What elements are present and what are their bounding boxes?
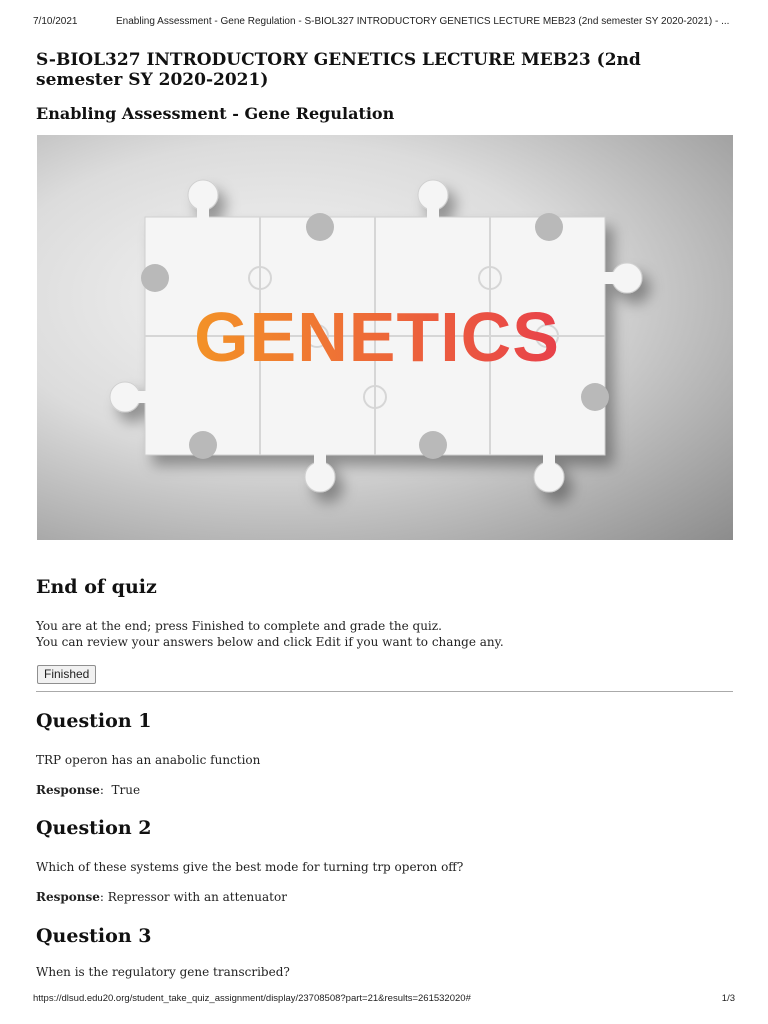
response-label: Response: [36, 783, 100, 797]
question-1-heading: Question 1: [36, 710, 152, 732]
question-3-heading: Question 3: [36, 925, 152, 947]
question-2-text: Which of these systems give the best mode for turning trp operon off?: [36, 860, 464, 874]
puzzle-illustration: [37, 135, 733, 540]
print-page-title: Enabling Assessment - Gene Regulation - S-BIOL327 INTRODUCTORY GENETICS LECTURE MEB23 (2nd semester SY 2020-2021) - ...: [116, 16, 730, 27]
page-number: 1/3: [721, 993, 735, 1004]
question-1-text: TRP operon has an anabolic function: [36, 753, 261, 767]
print-footer: [33, 993, 735, 1004]
question-2-response: Response: Repressor with an attenuator: [36, 890, 287, 904]
print-url: https://dlsud.edu20.org/student_take_quiz_assignment/display/23708508?part=21&results=261532020#: [33, 993, 471, 1004]
response-value: Repressor with an attenuator: [107, 890, 287, 904]
instruction-line-2: You can review your answers below and click Edit if you want to change any.: [36, 635, 504, 649]
genetics-banner-image: [37, 135, 733, 540]
end-of-quiz-instructions: [36, 618, 504, 650]
question-3-text: When is the regulatory gene transcribed?: [36, 965, 290, 979]
response-label: Response: [36, 890, 100, 904]
question-2-heading: Question 2: [36, 817, 152, 839]
print-date: 7/10/2021: [33, 16, 78, 27]
instruction-line-1: You are at the end; press Finished to complete and grade the quiz.: [36, 619, 442, 633]
divider: [36, 691, 733, 692]
question-1-response: Response: True: [36, 783, 141, 797]
print-header: [33, 16, 738, 27]
end-of-quiz-heading: End of quiz: [36, 576, 157, 598]
finished-button[interactable]: Finished: [37, 665, 96, 684]
course-title: S-BIOL327 INTRODUCTORY GENETICS LECTURE MEB23 (2nd semester SY 2020-2021): [36, 50, 641, 90]
response-value: True: [111, 783, 141, 797]
quiz-title: Enabling Assessment - Gene Regulation: [36, 104, 395, 123]
banner-word: GENETICS: [194, 298, 560, 376]
